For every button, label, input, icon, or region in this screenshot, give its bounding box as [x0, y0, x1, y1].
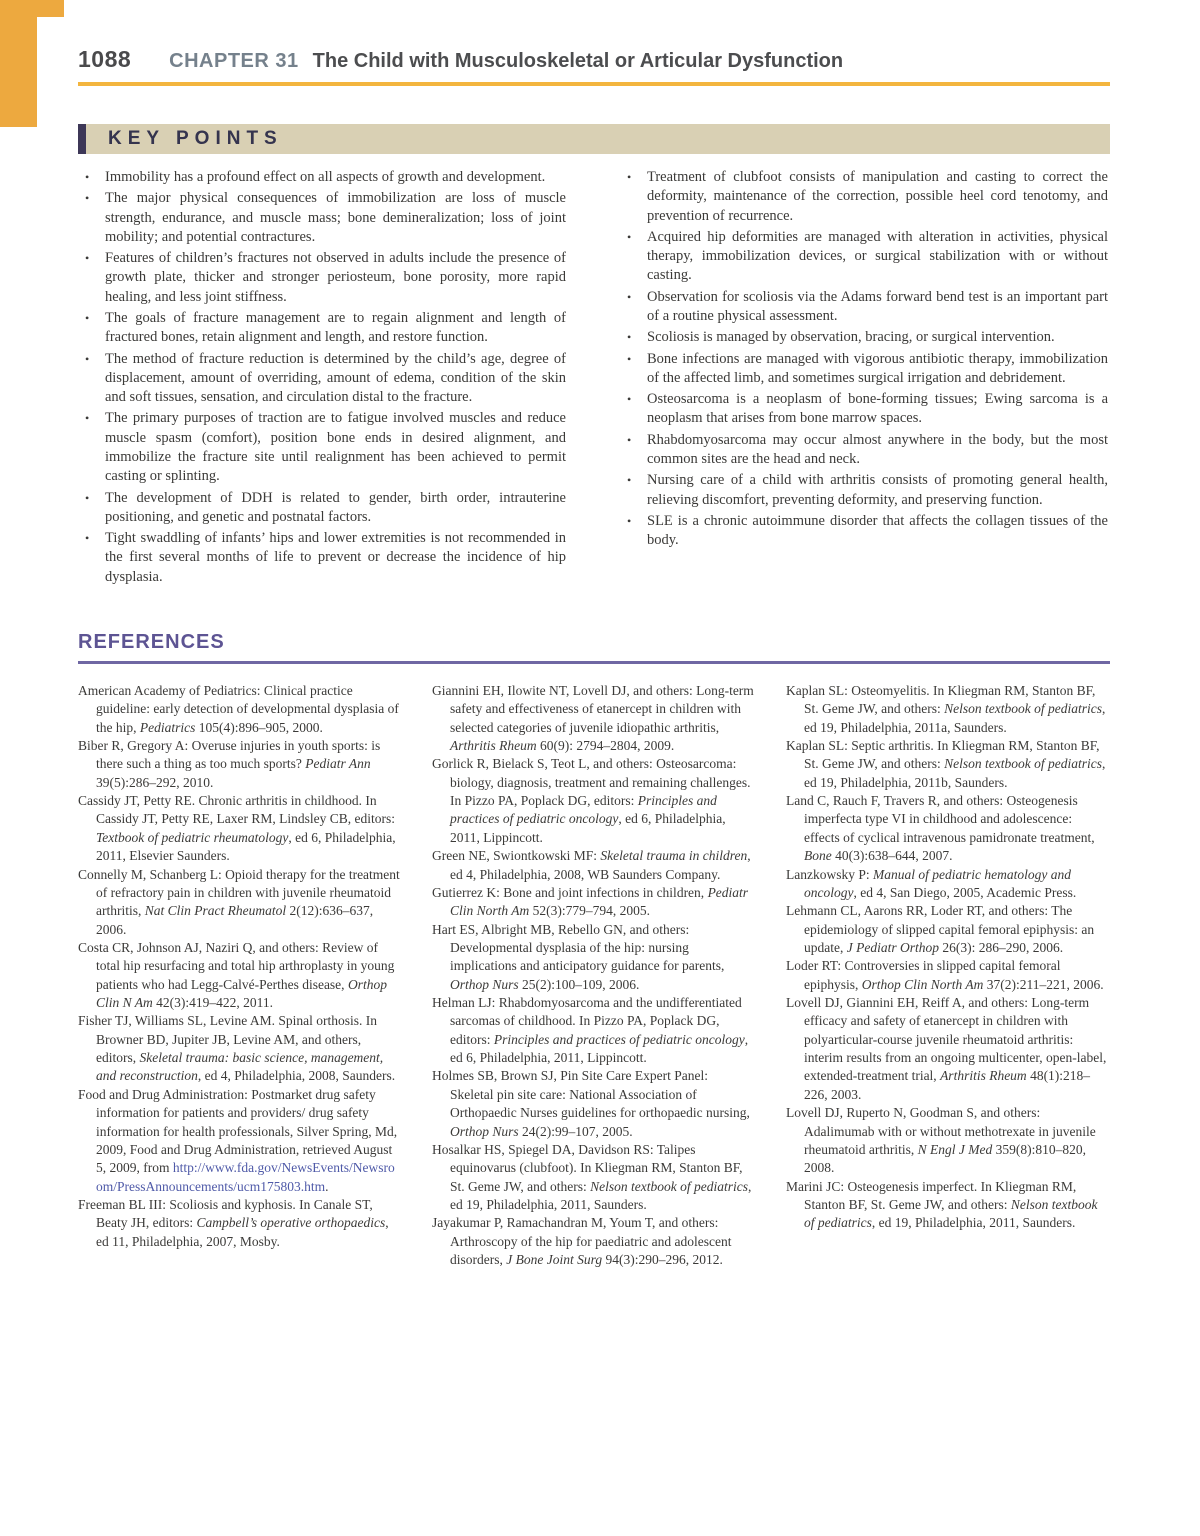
- reference-entry: Land C, Rauch F, Travers R, and others: Osteogenesis imperfecta type VI in childhood and adolescence: effects of cyclical intravenous pamidronate treatment, Bone 40(3):638–644, 2007.: [786, 793, 1095, 864]
- reference-entry: Food and Drug Administration: Postmarket drug safety information for patients and providers/ drug safety information for health professionals, Silver Spring, Md, 2009, Food and Drug Administration, retrieved August 5, 2009, from http://www.fda.gov/NewsEvents/Newsroom/PressAnnouncements/ucm175803.htm.: [78, 1086, 398, 1194]
- references-column-2: [432, 682, 754, 1270]
- reference-source-title: Nat Clin Pract Rheumatol: [144, 903, 287, 919]
- key-points-columns: [78, 168, 1110, 589]
- reference-source-title: Pediatrics: [139, 719, 196, 735]
- chapter-label: CHAPTER 31: [169, 50, 299, 72]
- reference-entry: Holmes SB, Brown SJ, Pin Site Care Expert Panel: Skeletal pin site care: National Association of Orthopaedic Nurses guidelines for orthopaedic nursing, Orthop Nurs 24(2):99–107, 2005.: [432, 1068, 750, 1139]
- reference-entry: Giannini EH, Ilowite NT, Lovell DJ, and others: Long-term safety and effectiveness of etanercept in children with selected categories of juvenile idiopathic arthritis, Arthritis Rheum 60(9): 2794–2804, 2009.: [432, 682, 754, 753]
- reference-source-title: Principles and practices of pediatric oncology: [450, 793, 717, 827]
- reference-entry: Lanzkowsky P: Manual of pediatric hematology and oncology, ed 4, San Diego, 2005, Academic Press.: [786, 866, 1077, 900]
- key-point-item: • SLE is a chronic autoimmune disorder that affects the collagen tissues of the body.: [620, 512, 1108, 551]
- reference-source-title: Campbell’s operative orthopaedics: [196, 1215, 386, 1231]
- reference-entry: Cassidy JT, Petty RE. Chronic arthritis in childhood. In Cassidy JT, Petty RE, Laxer RM, Lindsley CB, editors: Textbook of pediatric rheumatology, ed 6, Philadelphia, 2011, Elsevier Saunders.: [78, 793, 396, 864]
- reference-entry: Marini JC: Osteogenesis imperfect. In Kliegman RM, Stanton BF, St. Geme JW, and others: Nelson textbook of pediatrics, ed 19, Philadelphia, 2011, Saunders.: [786, 1178, 1098, 1231]
- reference-source-title: Arthritis Rheum: [940, 1068, 1027, 1084]
- key-points-section: [78, 124, 1110, 589]
- key-point-item: • The development of DDH is related to gender, birth order, intrauterine positioning, and genetic and postnatal factors.: [78, 489, 566, 528]
- reference-source-title: Bone: [804, 848, 832, 864]
- reference-source-title: Orthop Clin N Am: [96, 976, 387, 1011]
- reference-source-title: Nelson textbook of pediatrics: [804, 1196, 1098, 1231]
- corner-accent-left: [0, 0, 37, 127]
- key-points-title: KEY POINTS: [108, 128, 283, 149]
- key-point-item: • Observation for scoliosis via the Adams forward bend test is an important part of a routine physical assessment.: [620, 288, 1108, 327]
- key-points-right-column: [620, 168, 1108, 589]
- references-rule: [78, 661, 1110, 664]
- running-head: [78, 0, 1110, 73]
- key-point-item: • Nursing care of a child with arthritis consists of promoting general health, relieving discomfort, preventing deformity, and preserving function.: [620, 471, 1108, 510]
- reference-entry: Lovell DJ, Giannini EH, Reiff A, and others: Long-term efficacy and safety of etanercept in children with polyarticular-course juvenile rheumatoid arthritis: interim results from an ongoing multicenter, open-label, extended-treatment trial, Arthritis Rheum 48(1):218–226, 2003.: [786, 995, 1107, 1102]
- reference-entry: Hart ES, Albright MB, Rebello GN, and others: Developmental dysplasia of the hip: nursing implications and anticipatory guidance for parents, Orthop Nurs 25(2):100–109, 2006.: [432, 921, 725, 992]
- chapter-title: The Child with Musculoskeletal or Articular Dysfunction: [312, 50, 844, 72]
- key-point-item: • The primary purposes of traction are to fatigue involved muscles and reduce muscle spasm (comfort), position bone ends in desired alignment, and immobilize the fracture site until realignment has been achieved to permit casting or splinting.: [78, 409, 566, 486]
- reference-source-title: J Pediatr Orthop: [846, 939, 939, 955]
- reference-entry: Fisher TJ, Williams SL, Levine AM. Spinal orthosis. In Browner BD, Jupiter JB, Levine AM, and others, editors, Skeletal trauma: basic science, management, and reconstruction, ed 4, Philadelphia, 2008, Saunders.: [78, 1013, 396, 1084]
- reference-entry: Costa CR, Johnson AJ, Naziri Q, and others: Review of total hip resurfacing and total hip arthroplasty in young patients who had Legg-Calvé-Perthes disease, Orthop Clin N Am 42(3):419–422, 2011.: [78, 939, 395, 1011]
- reference-entry: Loder RT: Controversies in slipped capital femoral epiphysis, Orthop Clin North Am 37(2):211–221, 2006.: [786, 958, 1104, 992]
- references-section: [78, 631, 1110, 1270]
- reference-entry: Hosalkar HS, Spiegel DA, Davidson RS: Talipes equinovarus (clubfoot). In Kliegman RM, Stanton BF, St. Geme JW, and others: Nelson textbook of pediatrics, ed 19, Philadelphia, 2011, Saunders.: [432, 1141, 752, 1212]
- reference-entry: Kaplan SL: Septic arthritis. In Kliegman RM, Stanton BF, St. Geme JW, and others: Nelson textbook of pediatrics, ed 19, Philadelphia, 2011b, Saunders.: [786, 737, 1106, 790]
- reference-source-title: Principles and practices of pediatric oncology: [493, 1031, 745, 1047]
- references-column-1: [78, 682, 400, 1270]
- reference-entry: Green NE, Swiontkowski MF: Skeletal trauma in children, ed 4, Philadelphia, 2008, WB Saunders Company.: [432, 848, 751, 882]
- reference-entry: Jayakumar P, Ramachandran M, Youm T, and others: Arthroscopy of the hip for paediatric and adolescent disorders, J Bone Joint Surg 94(3):290–296, 2012.: [432, 1215, 732, 1268]
- reference-source-title: N Engl J Med: [917, 1141, 993, 1157]
- reference-link[interactable]: http://www.fda.gov/NewsEvents/Newsroom/PressAnnouncements/ucm175803.htm: [96, 1160, 395, 1194]
- header-rule: [78, 82, 1110, 86]
- key-points-accent-bar: [78, 124, 86, 154]
- reference-source-title: Skeletal trauma in children: [600, 848, 748, 864]
- key-point-item: • Scoliosis is managed by observation, bracing, or surgical intervention.: [620, 328, 1108, 347]
- key-point-item: • Osteosarcoma is a neoplasm of bone-forming tissues; Ewing sarcoma is a neoplasm that arises from bone marrow spaces.: [620, 390, 1108, 429]
- key-point-item: • Immobility has a profound effect on all aspects of growth and development.: [78, 168, 566, 187]
- reference-source-title: Orthop Clin North Am: [861, 976, 984, 992]
- reference-entry: Biber R, Gregory A: Overuse injuries in youth sports: is there such a thing as too much sports? Pediatr Ann 39(5):286–292, 2010.: [78, 737, 381, 790]
- reference-source-title: Pediatr Clin North Am: [450, 884, 749, 919]
- references-columns: [78, 682, 1110, 1270]
- references-column-3: [786, 682, 1108, 1270]
- reference-entry: Gorlick R, Bielack S, Teot L, and others: Osteosarcoma: biology, diagnosis, treatment and remaining challenges. In Pizzo PA, Poplack DG, editors: Principles and practices of pediatric oncology, ed 6, Philadelphia, 2011, Lippincott.: [432, 756, 751, 845]
- reference-source-title: Orthop Nurs: [450, 1123, 519, 1139]
- reference-source-title: Orthop Nurs: [450, 976, 519, 992]
- reference-source-title: Manual of pediatric hematology and oncology: [804, 866, 1071, 900]
- reference-entry: Lehmann CL, Aarons RR, Loder RT, and others: The epidemiology of slipped capital femoral epiphysis: an update, J Pediatr Orthop 26(3): 286–290, 2006.: [786, 903, 1095, 955]
- reference-entry: Kaplan SL: Osteomyelitis. In Kliegman RM, Stanton BF, St. Geme JW, and others: Nelson textbook of pediatrics, ed 19, Philadelphia, 2011a, Saunders.: [786, 682, 1106, 735]
- key-point-item: • Acquired hip deformities are managed with alteration in activities, physical therapy, immobilization devices, or surgical stabilization with or without casting.: [620, 228, 1108, 286]
- reference-source-title: Textbook of pediatric rheumatology: [96, 829, 289, 845]
- key-point-item: • Treatment of clubfoot consists of manipulation and casting to correct the deformity, maintenance of the correction, possible heel cord tenotomy, and prevention of recurrence.: [620, 168, 1108, 226]
- key-points-band: [78, 124, 1110, 154]
- reference-source-title: Skeletal trauma: basic science, management, and reconstruction: [96, 1050, 384, 1084]
- key-point-item: • The method of fracture reduction is determined by the child’s age, degree of displacement, amount of overriding, amount of edema, condition of the skin and soft tissues, sensation, and circulation distal to the fracture.: [78, 350, 566, 408]
- reference-source-title: Arthritis Rheum: [450, 737, 537, 753]
- reference-entry: Gutierrez K: Bone and joint infections in children, Pediatr Clin North Am 52(3):779–794, 2005.: [432, 884, 749, 919]
- key-point-item: • Features of children’s fractures not observed in adults include the presence of growth plate, thicker and stronger periosteum, bone porosity, more rapid healing, and less joint stiffness.: [78, 249, 566, 307]
- page-number: 1088: [78, 46, 132, 72]
- references-title: REFERENCES: [78, 630, 225, 653]
- reference-source-title: Pediatr Ann: [305, 756, 371, 772]
- key-point-item: • Bone infections are managed with vigorous antibiotic therapy, immobilization of the affected limb, and sometimes surgical irrigation and debridement.: [620, 350, 1108, 389]
- reference-source-title: J Bone Joint Surg: [506, 1252, 603, 1268]
- reference-source-title: Nelson textbook of pediatrics: [944, 756, 1102, 772]
- reference-source-title: Nelson textbook of pediatrics: [944, 701, 1102, 717]
- key-point-item: • Tight swaddling of infants’ hips and lower extremities is not recommended in the first several months of life to prevent or decrease the incidence of hip dysplasia.: [78, 529, 566, 587]
- reference-entry: American Academy of Pediatrics: Clinical practice guideline: early detection of developmental dysplasia of the hip, Pediatrics 105(4):896–905, 2000.: [78, 682, 399, 735]
- key-point-item: • Rhabdomyosarcoma may occur almost anywhere in the body, but the most common sites are the head and neck.: [620, 431, 1108, 470]
- reference-source-title: Nelson textbook of pediatrics: [590, 1178, 748, 1194]
- key-point-item: • The major physical consequences of immobilization are loss of muscle strength, endurance, and muscle mass; bone demineralization; loss of joint mobility; and potential contractures.: [78, 189, 566, 247]
- key-points-left-column: [78, 168, 566, 589]
- reference-entry: Freeman BL III: Scoliosis and kyphosis. In Canale ST, Beaty JH, editors: Campbell’s operative orthopaedics, ed 11, Philadelphia, 2007, Mosby.: [78, 1196, 389, 1249]
- reference-entry: Connelly M, Schanberg L: Opioid therapy for the treatment of refractory pain in children with juvenile rheumatoid arthritis, Nat Clin Pract Rheumatol 2(12):636–637, 2006.: [78, 866, 400, 937]
- key-point-item: • The goals of fracture management are to regain alignment and length of fractured bones, retain alignment and length, and restore function.: [78, 309, 566, 348]
- reference-entry: Lovell DJ, Ruperto N, Goodman S, and others: Adalimumab with or without methotrexate in juvenile rheumatoid arthritis, N Engl J Med 359(8):810–820, 2008.: [786, 1105, 1096, 1176]
- reference-entry: Helman LJ: Rhabdomyosarcoma and the undifferentiated sarcomas of childhood. In Pizzo PA, Poplack DG, editors: Principles and practices of pediatric oncology, ed 6, Philadelphia, 2011, Lippincott.: [432, 995, 749, 1066]
